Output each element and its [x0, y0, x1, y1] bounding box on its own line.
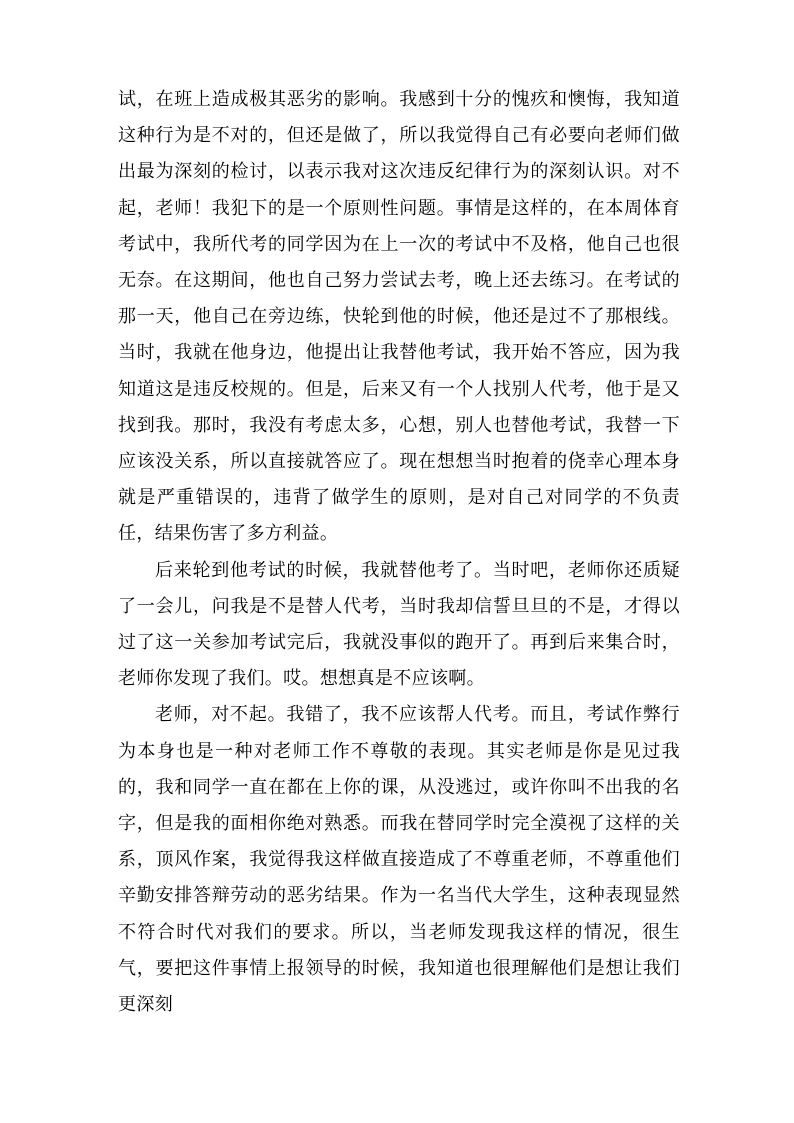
- paragraph-2: 后来轮到他考试的时候，我就替他考了。当时吧，老师你还质疑了一会儿，问我是不是替人代考，当时我却信誓旦旦的不是，才得以过了这一关参加考试完后，我就没事似的跑开了。再到后来集合时，老师你发现了我们。哎。想想真是不应该啊。: [118, 559, 680, 690]
- paragraph-3: 老师，对不起。我错了，我不应该帮人代考。而且，考试作弊行为本身也是一种对老师工作不尊敬的表现。其实老师是你是见过我的，我和同学一直在都在上你的课，从没逃过，或许你叫不出我的名字，但是我的面相你绝对熟悉。而我在替同学时完全漠视了这样的关系，顶风作案，我觉得我这样做直接造成了不尊重老师，不尊重他们辛勤安排答辩劳动的恶劣结果。作为一名当代大学生，这种表现显然不符合时代对我们的要求。所以，当老师发现我这样的情况，很生气，要把这件事情上报领导的时候，我知道也很理解他们是想让我们更深刻: [118, 704, 680, 1016]
- document-body: [118, 82, 680, 1023]
- paragraph-1: 试，在班上造成极其恶劣的影响。我感到十分的愧疚和懊悔，我知道这种行为是不对的，但还是做了，所以我觉得自己有必要向老师们做出最为深刻的检讨，以表示我对这次违反纪律行为的深刻认识。对不起，老师！我犯下的是一个原则性问题。事情是这样的，在本周体育考试中，我所代考的同学因为在上一次的考试中不及格，他自己也很无奈。在这期间，他也自己努力尝试去考，晚上还去练习。在考试的那一天，他自己在旁边练，快轮到他的时候，他还是过不了那根线。当时，我就在他身边，他提出让我替他考试，我开始不答应，因为我知道这是违反校规的。但是，后来又有一个人找别人代考，他于是又找到我。那时，我没有考虑太多，心想，别人也替他考试，我替一下应该没关系，所以直接就答应了。现在想想当时抱着的侥幸心理本身就是严重错误的，违背了做学生的原则，是对自己对同学的不负责任，结果伤害了多方利益。: [118, 89, 680, 545]
